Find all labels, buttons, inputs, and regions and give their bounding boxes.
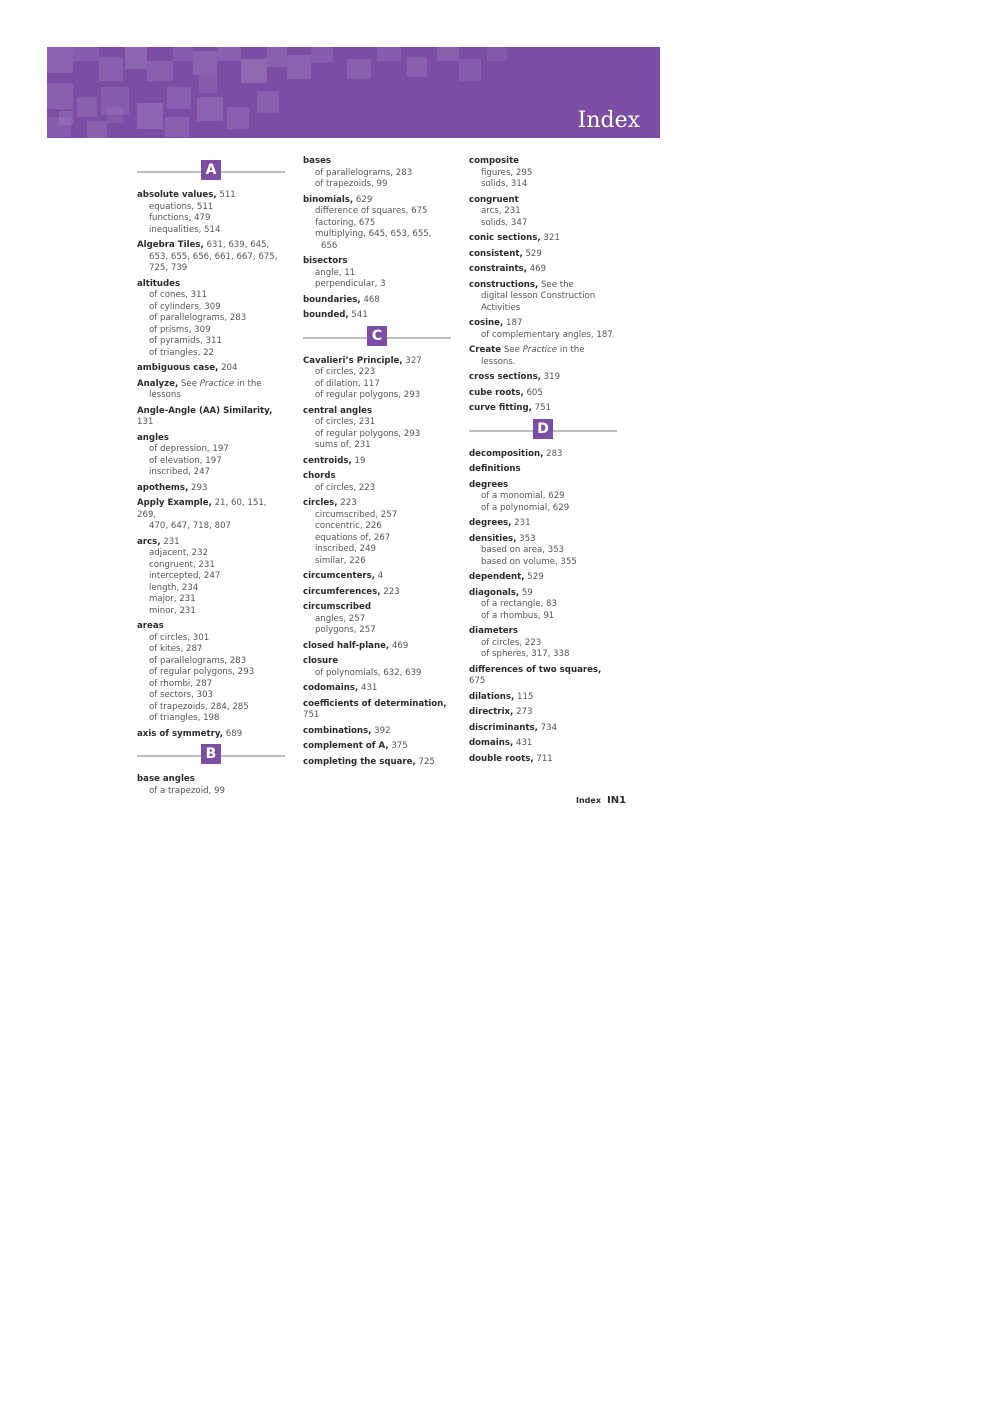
index-term: Angle-Angle (AA) Similarity, — [137, 405, 273, 416]
index-entry — [303, 498, 451, 567]
footer-label: Index — [576, 796, 601, 805]
index-entry — [469, 449, 617, 461]
page-reference: See the — [538, 279, 574, 290]
page-reference: 223 — [337, 498, 357, 508]
banner-square — [217, 47, 241, 61]
index-subentry: of parallelograms, 283 — [149, 655, 247, 666]
index-subentry: of parallelograms, 283 — [149, 313, 247, 323]
index-subentry: minor, 231 — [149, 605, 196, 616]
index-term: decomposition, — [469, 448, 544, 459]
banner-square — [77, 97, 97, 117]
index-entry — [137, 240, 285, 275]
index-subentry: length, 234 — [149, 582, 199, 593]
page-footer — [576, 795, 626, 806]
index-entry — [303, 683, 451, 695]
index-column-3 — [469, 156, 617, 769]
index-entry — [137, 729, 285, 741]
page-reference: 293 — [188, 482, 208, 493]
index-entry — [137, 621, 285, 725]
index-subentry: polygons, 257 — [315, 625, 376, 635]
banner-square — [167, 87, 191, 109]
index-term: binomials, — [303, 194, 354, 205]
banner-square — [165, 117, 189, 137]
index-subentry: of a rectangle, 83 — [481, 599, 557, 609]
index-subentry: of rhombi, 287 — [149, 678, 213, 689]
index-term: circumcenters, — [303, 571, 376, 581]
page-reference: 675 — [469, 676, 486, 686]
index-entry — [303, 406, 451, 452]
banner-square — [287, 55, 311, 79]
index-term: cube roots, — [469, 387, 524, 398]
index-term: constraints, — [469, 264, 527, 274]
index-entry — [303, 602, 451, 637]
page-reference: 431 — [358, 683, 378, 693]
page-reference: 468 — [360, 294, 380, 305]
index-term: directrix, — [469, 707, 514, 717]
page-reference: 21, 60, 151, 269, — [137, 498, 267, 520]
index-term: diagonals, — [469, 587, 520, 598]
page-reference: 187 — [503, 318, 523, 328]
index-term: conic sections, — [469, 233, 541, 243]
index-subentry: of dilation, 117 — [315, 378, 380, 389]
index-term: circumferences, — [303, 586, 381, 597]
index-entry — [469, 403, 617, 415]
section-letter-badge: B — [201, 744, 221, 764]
index-entry — [303, 699, 451, 722]
index-term: dependent, — [469, 572, 525, 582]
index-subentry: of elevation, 197 — [149, 455, 222, 466]
banner-square — [347, 59, 371, 79]
index-term: angles — [137, 432, 169, 443]
index-term: curve fitting, — [469, 403, 532, 413]
index-entry — [303, 587, 451, 599]
index-entry — [469, 723, 617, 735]
index-term: cross sections, — [469, 372, 541, 382]
index-entry — [303, 571, 451, 583]
index-term: constructions, — [469, 279, 539, 290]
index-subentry: major, 231 — [149, 594, 196, 604]
cross-reference: Practice — [522, 345, 558, 355]
page-reference-cont: in the — [234, 378, 262, 389]
page-reference: 131 — [137, 417, 154, 427]
index-term: bounded, — [303, 310, 349, 320]
index-subentry: inscribed, 247 — [149, 467, 211, 477]
banner-square — [99, 57, 123, 81]
index-entry — [469, 665, 617, 688]
index-subentry: of trapezoids, 284, 285 — [149, 701, 249, 712]
index-subentry: of parallelograms, 283 — [315, 167, 413, 178]
index-term: differences of two squares, — [469, 664, 602, 675]
page-reference: 321 — [540, 233, 560, 243]
index-subentry: sums of, 231 — [315, 440, 371, 450]
page-reference: 4 — [375, 571, 384, 581]
index-subentry: arcs, 231 — [481, 206, 521, 216]
index-term: altitudes — [137, 278, 181, 289]
banner-square — [241, 59, 267, 83]
page-reference: 725 — [415, 756, 435, 767]
index-entry — [469, 572, 617, 584]
page-reference: 529 — [522, 248, 542, 259]
index-subentry: angles, 257 — [315, 613, 366, 624]
index-entry — [469, 195, 617, 230]
index-subentry: factoring, 675 — [315, 217, 376, 228]
page-reference: 204 — [218, 363, 238, 373]
index-entry — [469, 754, 617, 766]
page-reference: 231 — [511, 518, 531, 528]
page-reference: 689 — [223, 728, 243, 739]
index-subentry: solids, 347 — [481, 217, 528, 228]
index-subentry: of cylinders, 309 — [149, 301, 221, 312]
index-subentry: solids, 314 — [481, 179, 528, 189]
index-subentry: equations of, 267 — [315, 532, 391, 543]
banner-square — [437, 47, 459, 61]
index-term: bases — [303, 156, 332, 166]
index-subentry: of trapezoids, 99 — [315, 179, 388, 189]
index-entry — [469, 692, 617, 704]
index-entry — [137, 379, 285, 402]
index-subentry: of a trapezoid, 99 — [149, 785, 225, 796]
page-reference: 223 — [380, 586, 400, 597]
index-subentry: inscribed, 249 — [315, 544, 377, 554]
index-column-2 — [303, 156, 451, 772]
index-term: Apply Example, — [137, 498, 212, 508]
section-letter-a — [137, 160, 285, 182]
index-entry — [469, 156, 617, 191]
index-subentry: of triangles, 22 — [149, 347, 215, 358]
page-reference: 19 — [351, 455, 366, 466]
index-term: combinations, — [303, 725, 372, 736]
index-subentry: of a monomial, 629 — [481, 491, 565, 501]
index-subentry: of circles, 223 — [315, 367, 376, 377]
index-entry — [303, 356, 451, 402]
page-reference: 631, 639, 645, — [203, 240, 270, 250]
banner-square — [311, 47, 333, 63]
index-entry — [137, 279, 285, 360]
index-subentry: of triangles, 198 — [149, 713, 220, 723]
index-entry — [303, 757, 451, 769]
index-term: double roots, — [469, 753, 534, 764]
index-term: circles, — [303, 498, 338, 508]
subentry-continuation: 656 — [321, 240, 338, 251]
index-entry — [469, 372, 617, 384]
page-reference: 734 — [537, 722, 558, 733]
page-reference: 511 — [216, 190, 236, 200]
index-entry — [469, 738, 617, 750]
index-term: domains, — [469, 738, 514, 748]
page-reference: 751 — [531, 403, 552, 413]
index-entry — [469, 518, 617, 530]
page-reference: 273 — [513, 707, 533, 717]
index-term: bisectors — [303, 256, 348, 266]
index-entry — [469, 318, 617, 341]
index-subentry: of kites, 287 — [149, 644, 203, 654]
entry-continuation: digital lesson Construction — [481, 291, 596, 301]
index-term: arcs, — [137, 536, 161, 547]
index-subentry: based on area, 353 — [481, 545, 565, 555]
page-reference: 375 — [388, 741, 408, 751]
section-letter-badge: D — [533, 419, 553, 439]
index-entry — [469, 280, 617, 315]
banner-square — [487, 47, 507, 61]
index-term: circumscribed — [303, 602, 371, 612]
index-term: Create — [469, 345, 502, 355]
banner-square — [137, 103, 163, 129]
banner-square — [257, 91, 279, 113]
index-subentry: based on volume, 355 — [481, 556, 577, 567]
index-term: chords — [303, 471, 336, 481]
index-subentry: of sectors, 303 — [149, 690, 214, 700]
index-term: coefficients of determination, — [303, 698, 447, 709]
index-entry — [469, 264, 617, 276]
index-term: Cavalieri’s Principle, — [303, 355, 403, 366]
cross-reference: Practice — [199, 378, 235, 389]
index-entry — [469, 388, 617, 400]
entry-continuation: lessons. — [481, 356, 516, 367]
page-reference: 115 — [514, 691, 534, 702]
index-term: central angles — [303, 405, 373, 416]
entry-continuation: Activities — [481, 302, 521, 313]
index-subentry: figures, 295 — [481, 167, 533, 178]
page-reference: 711 — [533, 753, 553, 764]
banner-square — [377, 47, 401, 61]
index-term: centroids, — [303, 455, 352, 466]
page-reference: 529 — [524, 572, 544, 582]
index-subentry: of regular polygons, 293 — [315, 390, 421, 400]
index-entry — [303, 256, 451, 291]
index-term: discriminants, — [469, 722, 538, 733]
index-subentry: of polynomials, 632, 639 — [315, 667, 422, 678]
index-subentry: of circles, 231 — [315, 417, 376, 427]
index-term: Analyze, — [137, 378, 179, 389]
index-subentry: of a rhombus, 91 — [481, 610, 555, 621]
page-reference: 283 — [543, 448, 563, 459]
index-subentry: adjacent, 232 — [149, 548, 209, 558]
index-term: completing the square, — [303, 756, 416, 767]
index-term: dilations, — [469, 691, 515, 702]
index-subentry: perpendicular, 3 — [315, 279, 386, 289]
index-subentry: of regular polygons, 293 — [315, 428, 421, 439]
page-reference: 431 — [513, 738, 533, 748]
banner-square — [267, 47, 287, 67]
page-reference: 629 — [353, 194, 373, 205]
index-term: congruent — [469, 194, 519, 205]
index-entry — [469, 480, 617, 515]
banner-square — [59, 111, 73, 125]
index-entry — [469, 345, 617, 368]
page-reference: 469 — [389, 640, 409, 651]
index-term: complement of A, — [303, 741, 389, 751]
index-subentry: of circles, 301 — [149, 632, 210, 643]
index-entry — [469, 249, 617, 261]
banner-square — [47, 47, 73, 73]
index-term: definitions — [469, 464, 521, 474]
index-entry — [469, 626, 617, 661]
index-entry — [137, 498, 285, 533]
index-term: Algebra Tiles, — [137, 240, 204, 250]
index-term: densities, — [469, 533, 517, 544]
section-letter-b — [137, 744, 285, 766]
index-subentry: congruent, 231 — [149, 559, 215, 570]
page-reference: See — [501, 345, 523, 355]
index-term: cosine, — [469, 318, 504, 328]
index-subentry: similar, 226 — [315, 555, 366, 566]
index-subentry: of complementary angles, 187 — [481, 329, 613, 340]
entry-continuation: 653, 655, 656, 661, 667, 675, — [149, 251, 278, 262]
index-subentry: multiplying, 645, 653, 655, — [315, 229, 432, 239]
index-entry — [303, 310, 451, 322]
index-term: ambiguous case, — [137, 363, 219, 373]
section-letter-badge: C — [367, 326, 387, 346]
index-term: diameters — [469, 626, 518, 636]
banner-square — [227, 107, 249, 129]
page-reference: 605 — [523, 387, 543, 398]
banner-square — [199, 75, 217, 93]
entry-continuation: 470, 647, 718, 807 — [149, 521, 232, 531]
index-subentry: of a polynomial, 629 — [481, 502, 570, 513]
banner-square — [147, 61, 173, 81]
index-column-1 — [137, 156, 285, 801]
banner-square — [193, 51, 217, 75]
page-reference: 353 — [516, 533, 536, 544]
banner-square — [197, 97, 223, 121]
index-entry — [303, 456, 451, 468]
index-entry — [137, 537, 285, 618]
index-entry — [303, 156, 451, 191]
index-subentry: intercepted, 247 — [149, 571, 221, 581]
index-subentry: circumscribed, 257 — [315, 509, 398, 520]
banner-square — [87, 121, 107, 138]
banner-square — [73, 47, 99, 61]
index-entry — [303, 195, 451, 253]
index-entry — [137, 774, 285, 797]
index-term: areas — [137, 621, 164, 631]
index-term: closure — [303, 656, 339, 666]
index-entry — [137, 406, 285, 429]
page-reference: 541 — [348, 310, 368, 320]
index-entry — [137, 363, 285, 375]
index-entry — [303, 726, 451, 738]
index-subentry: equations, 511 — [149, 201, 214, 212]
index-term: axis of symmetry, — [137, 728, 224, 739]
index-subentry: of circles, 223 — [315, 482, 376, 493]
index-entry — [469, 588, 617, 623]
index-subentry: of pyramids, 311 — [149, 336, 222, 346]
index-subentry: of prisms, 309 — [149, 324, 211, 335]
banner-square — [47, 83, 73, 109]
index-entry — [469, 707, 617, 719]
index-term: closed half-plane, — [303, 640, 390, 651]
index-term: codomains, — [303, 683, 359, 693]
page-reference: 319 — [540, 372, 561, 382]
index-term: boundaries, — [303, 294, 361, 305]
page-reference: See — [178, 378, 200, 389]
index-entry — [303, 471, 451, 494]
index-subentry: angle, 11 — [315, 267, 356, 278]
section-letter-c — [303, 326, 451, 348]
page-reference-cont: in the — [557, 345, 585, 355]
section-letter-badge: A — [201, 160, 221, 180]
page-reference: 59 — [519, 587, 533, 598]
page-reference: 751 — [303, 710, 320, 720]
index-term: absolute values, — [137, 190, 217, 200]
banner-square — [407, 57, 427, 77]
index-subentry: functions, 479 — [149, 213, 211, 223]
index-subentry: of circles, 223 — [481, 637, 542, 648]
page-reference: 327 — [402, 355, 422, 366]
index-subentry: of cones, 311 — [149, 290, 208, 300]
banner-square — [173, 47, 193, 61]
page-reference: 231 — [160, 536, 180, 547]
index-term: composite — [469, 156, 520, 166]
index-subentry: of spheres, 317, 338 — [481, 649, 570, 659]
index-entry — [137, 433, 285, 479]
banner-square — [107, 107, 123, 123]
banner-square — [125, 47, 147, 69]
section-letter-d — [469, 419, 617, 441]
index-term: degrees — [469, 479, 509, 490]
entry-continuation: 725, 739 — [149, 263, 188, 273]
index-term: base angles — [137, 774, 195, 784]
index-subentry: of depression, 197 — [149, 444, 229, 454]
index-entry — [469, 233, 617, 245]
index-entry — [137, 190, 285, 236]
header-banner — [47, 47, 660, 138]
page-reference: 469 — [526, 264, 547, 274]
index-entry — [469, 534, 617, 569]
index-subentry: inequalities, 514 — [149, 224, 221, 235]
index-entry — [303, 741, 451, 753]
index-term: consistent, — [469, 248, 523, 259]
page-reference: 392 — [371, 725, 391, 736]
index-entry — [303, 641, 451, 653]
index-subentry: difference of squares, 675 — [315, 206, 428, 216]
index-term: degrees, — [469, 518, 512, 528]
entry-continuation: lessons — [149, 390, 181, 400]
index-entry — [303, 295, 451, 307]
index-subentry: concentric, 226 — [315, 521, 382, 531]
index-entry — [137, 483, 285, 495]
index-entry — [469, 464, 617, 476]
page-number: IN1 — [606, 795, 627, 806]
index-entry — [303, 656, 451, 679]
index-subentry: of regular polygons, 293 — [149, 667, 255, 677]
banner-square — [459, 59, 481, 81]
page-title: Index — [577, 108, 640, 133]
index-term: apothems, — [137, 482, 189, 493]
